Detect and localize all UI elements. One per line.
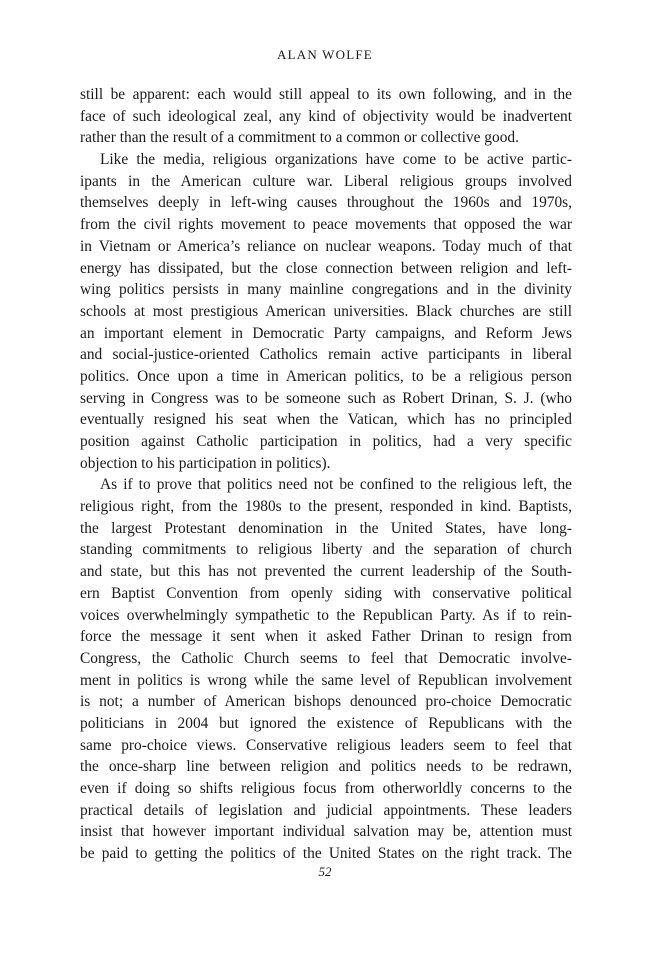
- text-line: even if doing so shifts religious focus from otherworldly concerns to the: [80, 780, 572, 797]
- text-line: face of such ideological zeal, any kind of objectivity would be inadvertent: [80, 107, 572, 125]
- text-line: Congress, the Catholic Church seems to feel that Democratic involve-: [80, 649, 572, 667]
- text-line: themselves deeply in left-wing causes throughout the 1960s and 1970s,: [80, 194, 572, 212]
- text-line: force the message it sent when it asked Father Drinan to resign from: [80, 628, 572, 646]
- paragraph: [80, 474, 572, 864]
- text-line: religious right, from the 1980s to the present, responded in kind. Baptists,: [80, 498, 572, 516]
- text-line: and state, but this has not prevented the current leadership of the South-: [80, 563, 572, 581]
- text-line: the largest Protestant denomination in the United States, have long-: [80, 519, 572, 537]
- text-line: be paid to getting the politics of the United States on the right track. The: [80, 845, 572, 863]
- text-line: is not; a number of American bishops denounced pro-choice Democratic: [80, 693, 572, 711]
- text-line: insist that however important individual salvation may be, attention must: [80, 823, 572, 841]
- text-line: schools at most prestigious American universities. Black churches are still: [80, 302, 572, 320]
- text-line: voices overwhelmingly sympathetic to the Republican Party. As if to rein-: [80, 606, 572, 624]
- text-line: wing politics persists in many mainline congregations and in the divinity: [80, 281, 572, 299]
- text-line: eventually resigned his seat when the Vatican, which has no principled: [80, 411, 572, 429]
- text-line: position against Catholic participation in politics, had a very specific: [80, 433, 572, 450]
- text-line: ment in politics is wrong while the same level of Republican involvement: [80, 671, 572, 689]
- text-line: and social-justice-oriented Catholics remain active participants in liberal: [80, 346, 572, 364]
- text-line: the once-sharp line between religion and politics needs to be redrawn,: [80, 758, 572, 776]
- running-head: ALAN WOLFE: [277, 47, 373, 62]
- text-line: politicians in 2004 but ignored the existence of Republicans with the: [80, 714, 572, 732]
- text-line: ern Baptist Convention from openly siding with conservative political: [80, 584, 572, 602]
- text-line: standing commitments to religious liberty and the separation of church: [80, 541, 572, 559]
- text-line: same pro-choice views. Conservative religious leaders seem to feel that: [80, 736, 572, 754]
- text-line: in Vietnam or America’s reliance on nuclear weapons. Today much of that: [80, 237, 572, 255]
- text-line: serving in Congress was to be someone such as Robert Drinan, S. J. (who: [80, 389, 572, 407]
- text-line: politics. Once upon a time in American politics, to be a religious person: [80, 367, 572, 385]
- text-line: an important element in Democratic Party campaigns, and Reform Jews: [80, 324, 572, 342]
- text-line: still be apparent: each would still appeal to its own following, and in the: [80, 86, 572, 103]
- body-text: [80, 84, 572, 865]
- paragraph: [80, 84, 572, 149]
- text-line: ipants in the American culture war. Liberal religious groups involved: [80, 172, 572, 190]
- text-line: from the civil rights movement to peace movements that opposed the war: [80, 216, 572, 234]
- text-line: energy has dissipated, but the close connection between religion and left-: [80, 259, 572, 277]
- page-number: 52: [318, 864, 332, 879]
- text-line: objection to his participation in politics).: [80, 454, 331, 472]
- text-line: rather than the result of a commitment to a common or collective good.: [80, 129, 519, 147]
- text-line: practical details of legislation and judicial appointments. These leaders: [80, 801, 572, 819]
- paragraph: [80, 149, 572, 474]
- text-line: As if to prove that politics need not be confined to the religious left, the: [100, 476, 572, 494]
- text-line: Like the media, religious organizations have come to be active partic-: [100, 151, 572, 169]
